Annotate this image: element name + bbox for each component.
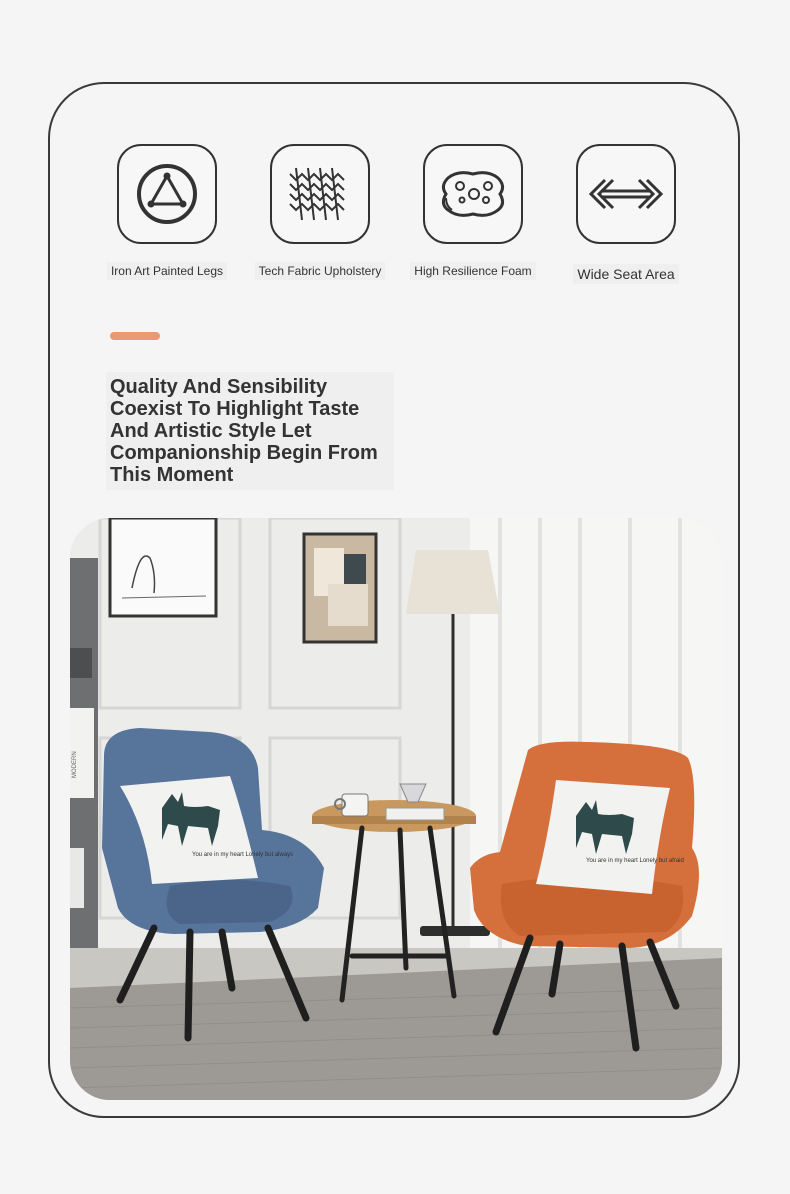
feature-icon-box (117, 144, 217, 244)
feature-icon-box (423, 144, 523, 244)
feature-icon-box (576, 144, 676, 244)
pillow-right-text: You are in my heart Lonely but afraid (586, 858, 684, 864)
feature-icon-box (270, 144, 370, 244)
feature-label: Wide Seat Area (573, 264, 678, 284)
feature-iron-legs (92, 144, 242, 280)
feature-label: Tech Fabric Upholstery (255, 262, 386, 280)
headline-text: Quality And Sensibility Coexist To Highlight Taste And Artistic Style Let Companionship Begin From This Moment (106, 372, 394, 490)
lifestyle-photo (70, 518, 722, 1100)
fabric-weave-icon (286, 164, 354, 224)
feature-wide-seat (551, 144, 701, 284)
foam-sponge-icon (438, 164, 508, 224)
book-spine-text: MODERN (72, 751, 78, 778)
feature-label: High Resilience Foam (410, 262, 535, 280)
pillow-left-text: You are in my heart Lonely but always (192, 852, 294, 858)
triangle-legs-icon (135, 162, 199, 226)
double-arrow-icon (587, 174, 665, 214)
feature-label: Iron Art Painted Legs (107, 262, 227, 280)
feature-foam (398, 144, 548, 280)
product-card (48, 82, 740, 1118)
accent-bar (110, 332, 160, 340)
feature-tech-fabric (245, 144, 395, 280)
